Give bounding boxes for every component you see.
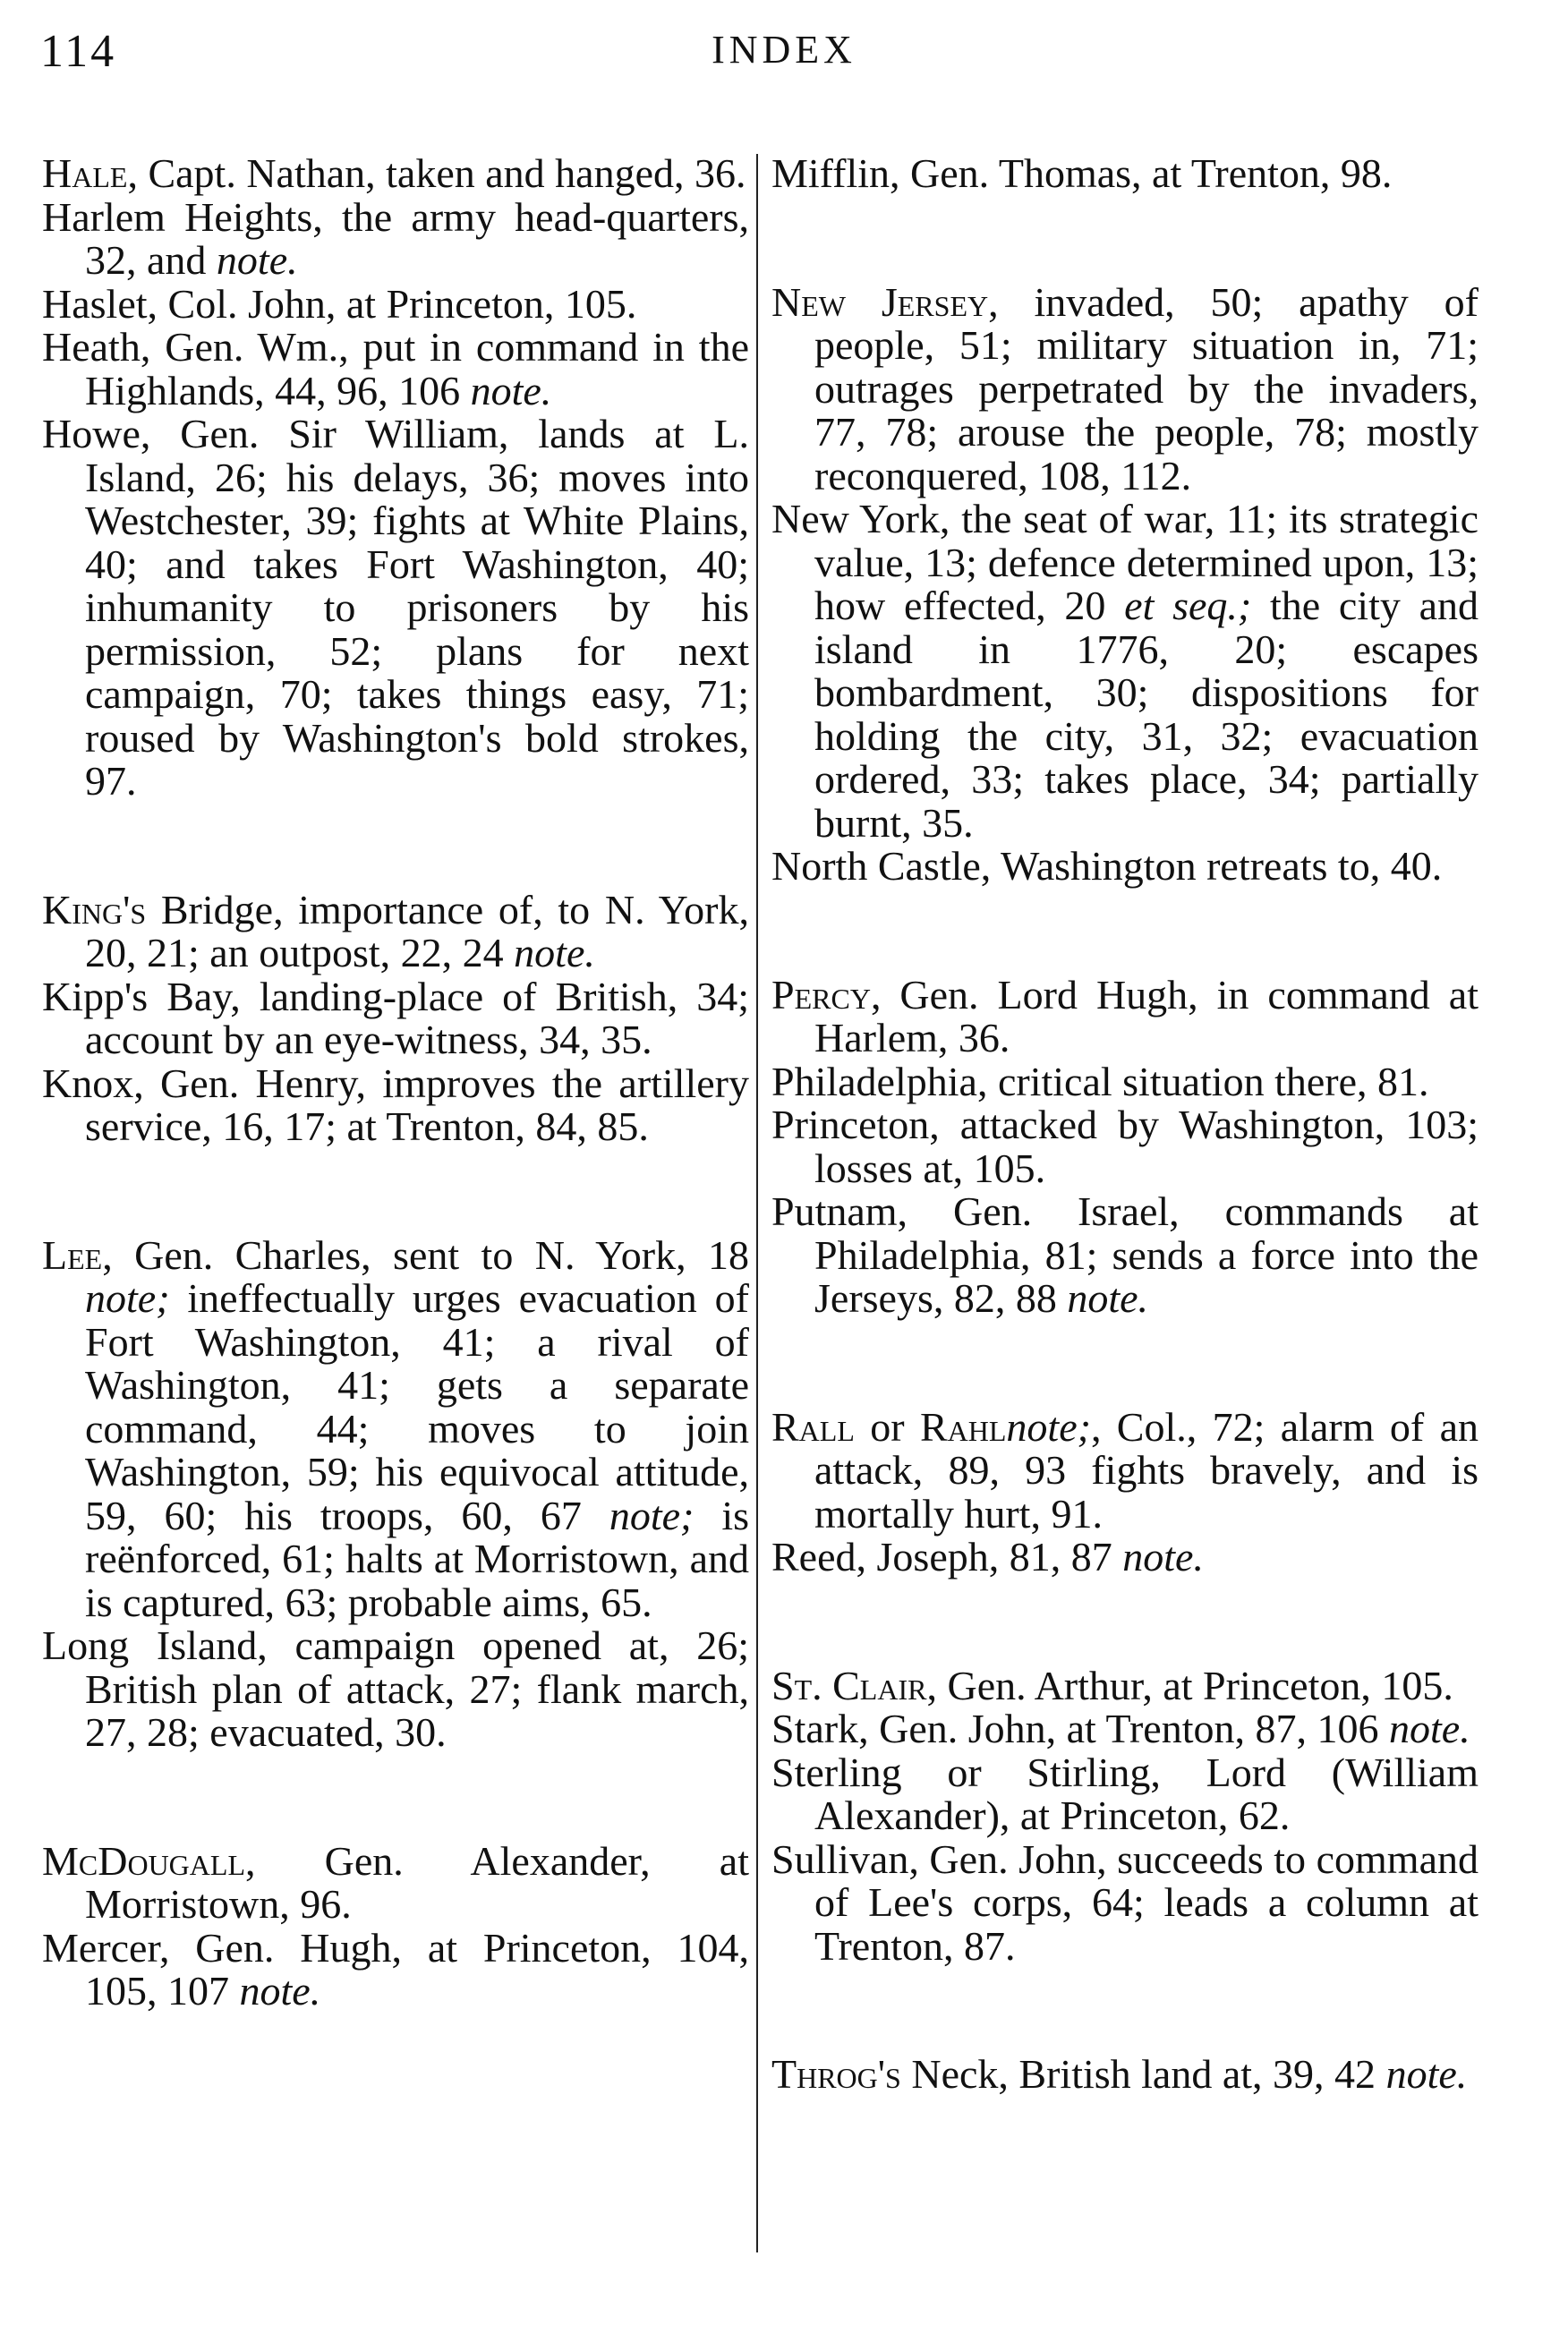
entry-text: the city and island in 1776, 20; escapes bombardment, 30; dispositions for holding the city, 31, 32; evacuation ordered, 33; takes place, 34; partially burnt, 35. (814, 583, 1479, 846)
entry-heading: McDougall (42, 1837, 245, 1884)
entry-heading: King's (42, 886, 147, 932)
entry-text: , Col., 72; alarm of an attack, 89, 93 (814, 1403, 1479, 1493)
entry-text: Harlem Heights, the army head-quarters, 32, and (42, 193, 749, 283)
entry-italic: note. (1067, 1275, 1149, 1321)
entry-text: Philadelphia, critical situation there, 81. (771, 1058, 1429, 1104)
index-entry (42, 886, 749, 975)
index-entry (771, 1103, 1479, 1190)
section-gap (771, 1321, 1479, 1406)
index-entry (42, 193, 749, 283)
index-entry (771, 1707, 1479, 1751)
entry-heading: New Jersey (771, 278, 989, 325)
section-gap (42, 1149, 749, 1234)
entry-text: is reënforced, 61; halts at Morristown, and is captured, 63; probable aims, 65. (85, 1492, 750, 1625)
page-number: 114 (40, 26, 117, 77)
entry-text: Reed, Joseph, 81, 87 (771, 1534, 1123, 1579)
page-header (0, 0, 1568, 107)
entry-text: Sullivan, Gen. John, succeeds to command of Lee's corps, 64; leads a column at Trenton, 87. (771, 1835, 1479, 1969)
section-gap (771, 889, 1479, 974)
index-entry (42, 280, 749, 327)
index-entry (42, 975, 749, 1062)
page-title: INDEX (712, 28, 856, 72)
index-entry (771, 1060, 1479, 1104)
section-gap (771, 1968, 1479, 2053)
entry-text: Mifflin, Gen. Thomas, at Trenton, 98. (771, 150, 1393, 196)
entry-heading: Hale (42, 150, 128, 196)
index-entry (771, 278, 1479, 498)
entry-text: Long Island, campaign opened at, 26; British plan of attack, 27; flank march, 27, 28; evacuated, 30. (42, 1622, 749, 1755)
entry-italic: note. (216, 237, 298, 283)
section-gap (42, 1755, 749, 1840)
entry-heading: Lee (42, 1231, 103, 1278)
index-entry (42, 1924, 749, 2014)
entry-text: Kipp's Bay, landing-place of British, 34; account by an eye-witness, 34, 35. (42, 973, 749, 1062)
index-entry (42, 413, 749, 804)
entry-text: Putnam, Gen. Israel, commands at Philadelphia, 81; sends a force into the Jerseys, 82, 88 (771, 1188, 1479, 1321)
entry-heading: Percy (771, 971, 871, 1017)
entry-text: Bridge, importance of, to N. York, 20, 21; an outpost, 22, 24 (85, 886, 749, 975)
entry-italic: note; (85, 1275, 170, 1321)
entry-text: Neck, British land at, 39, 42 (900, 2051, 1386, 2097)
index-entry (42, 1837, 749, 1927)
entry-text: Stark, Gen. John, at Trenton, 87, 106 (771, 1706, 1389, 1751)
index-entry (771, 1190, 1479, 1321)
index-entry (771, 845, 1479, 889)
index-entry (42, 326, 749, 413)
entry-heading: Rahl (919, 1403, 1007, 1450)
index-entry (771, 152, 1479, 196)
index-entry (771, 498, 1479, 845)
column-divider (756, 154, 758, 2252)
entry-text: Howe, Gen. Sir William, lands at L. Island, 26; his delays, 36; moves into Westchester, 39; fights at White Plains, 40; and takes Fort Washington, 40; inhumanity to prisoners by his permission, 52; plans for next campaign, 70; takes things easy, 71; roused by Washington's bold strokes, 97. (42, 411, 749, 804)
section-gap (771, 196, 1479, 281)
index-entry (771, 1662, 1479, 1708)
entry-text: Mercer, Gen. Hugh, at Princeton, 104, 105, 107 (42, 1924, 749, 2014)
section-gap (771, 1579, 1479, 1665)
entry-heading: St. Clair (771, 1662, 927, 1708)
entry-text: , Gen. Charles, sent to N. York, 18 (102, 1231, 749, 1278)
entry-text: , Gen. Alexander, at Morristown, 96. (85, 1837, 749, 1927)
index-entry (771, 1403, 1479, 1537)
index-entry (771, 971, 1479, 1060)
entry-text: ineffectually urges evacuation of Fort Washington, 41; a rival of Washington, 41; gets a separate command, 44; moves to join Washington, 59; his equivocal attitude, 59, 60; his troops, 60, 67 (85, 1275, 749, 1538)
index-entry (42, 1062, 749, 1149)
entry-text: North Castle, Washington retreats to, 40. (771, 843, 1443, 889)
entry-text: Knox, Gen. Henry, improves the artillery service, 16, 17; at Trenton, 84, 85. (42, 1060, 749, 1149)
entry-text: fights bravely, and is mortally hurt, 91. (814, 1447, 1479, 1537)
index-entry (771, 1536, 1479, 1579)
index-entry (771, 2053, 1479, 2097)
entry-text: , Capt. Nathan, taken and hanged, 36. (127, 150, 746, 196)
entry-text: or (854, 1403, 920, 1450)
entry-italic: note. (1122, 1534, 1204, 1579)
entry-italic: note. (514, 930, 595, 975)
index-column-right (771, 152, 1479, 2097)
entry-text: Princeton, attacked by Washington, 103; losses at, 105. (771, 1102, 1479, 1191)
entry-italic: note. (239, 1968, 321, 2014)
entry-text: Heath, Gen. Wm., put in command in the Highlands, 44, 96, 106 (42, 324, 749, 413)
index-column-left (42, 152, 749, 2014)
entry-text: Sterling or Stirling, Lord (William Alexander), at Princeton, 62. (771, 1749, 1479, 1838)
entry-text: , Gen. Lord Hugh, in command at Harlem, 36. (814, 971, 1479, 1060)
entry-heading: Throg's (771, 2051, 901, 2097)
entry-italic: note. (1389, 1706, 1470, 1751)
index-entry (42, 1624, 749, 1755)
entry-italic: et seq.; (1124, 583, 1252, 628)
entry-italic: note; (609, 1492, 695, 1538)
entry-heading: Rall (771, 1403, 855, 1450)
entry-text: Haslet, Col. John, at Princeton, 105. (42, 280, 637, 327)
index-entry (771, 1751, 1479, 1838)
index-entry (42, 152, 749, 196)
entry-text: New York, the seat of war, 11; its strategic value, 13; defence determined upon, 13; how effected, 20 (771, 496, 1479, 628)
entry-italic: note. (1385, 2051, 1468, 2097)
entry-italic: note; (1006, 1403, 1091, 1450)
entry-italic: note. (470, 367, 552, 413)
index-entry (771, 1835, 1479, 1969)
index-entry (42, 1231, 750, 1625)
section-gap (42, 804, 749, 889)
entry-text: , invaded, 50; apathy of people, 51; military situation in, 71; outrages perpetrated by the invaders, 77, 78; arouse the people, 78; mostly reconquered, 108, 112. (814, 278, 1479, 498)
entry-text: , Gen. Arthur, at Princeton, 105. (926, 1662, 1453, 1708)
